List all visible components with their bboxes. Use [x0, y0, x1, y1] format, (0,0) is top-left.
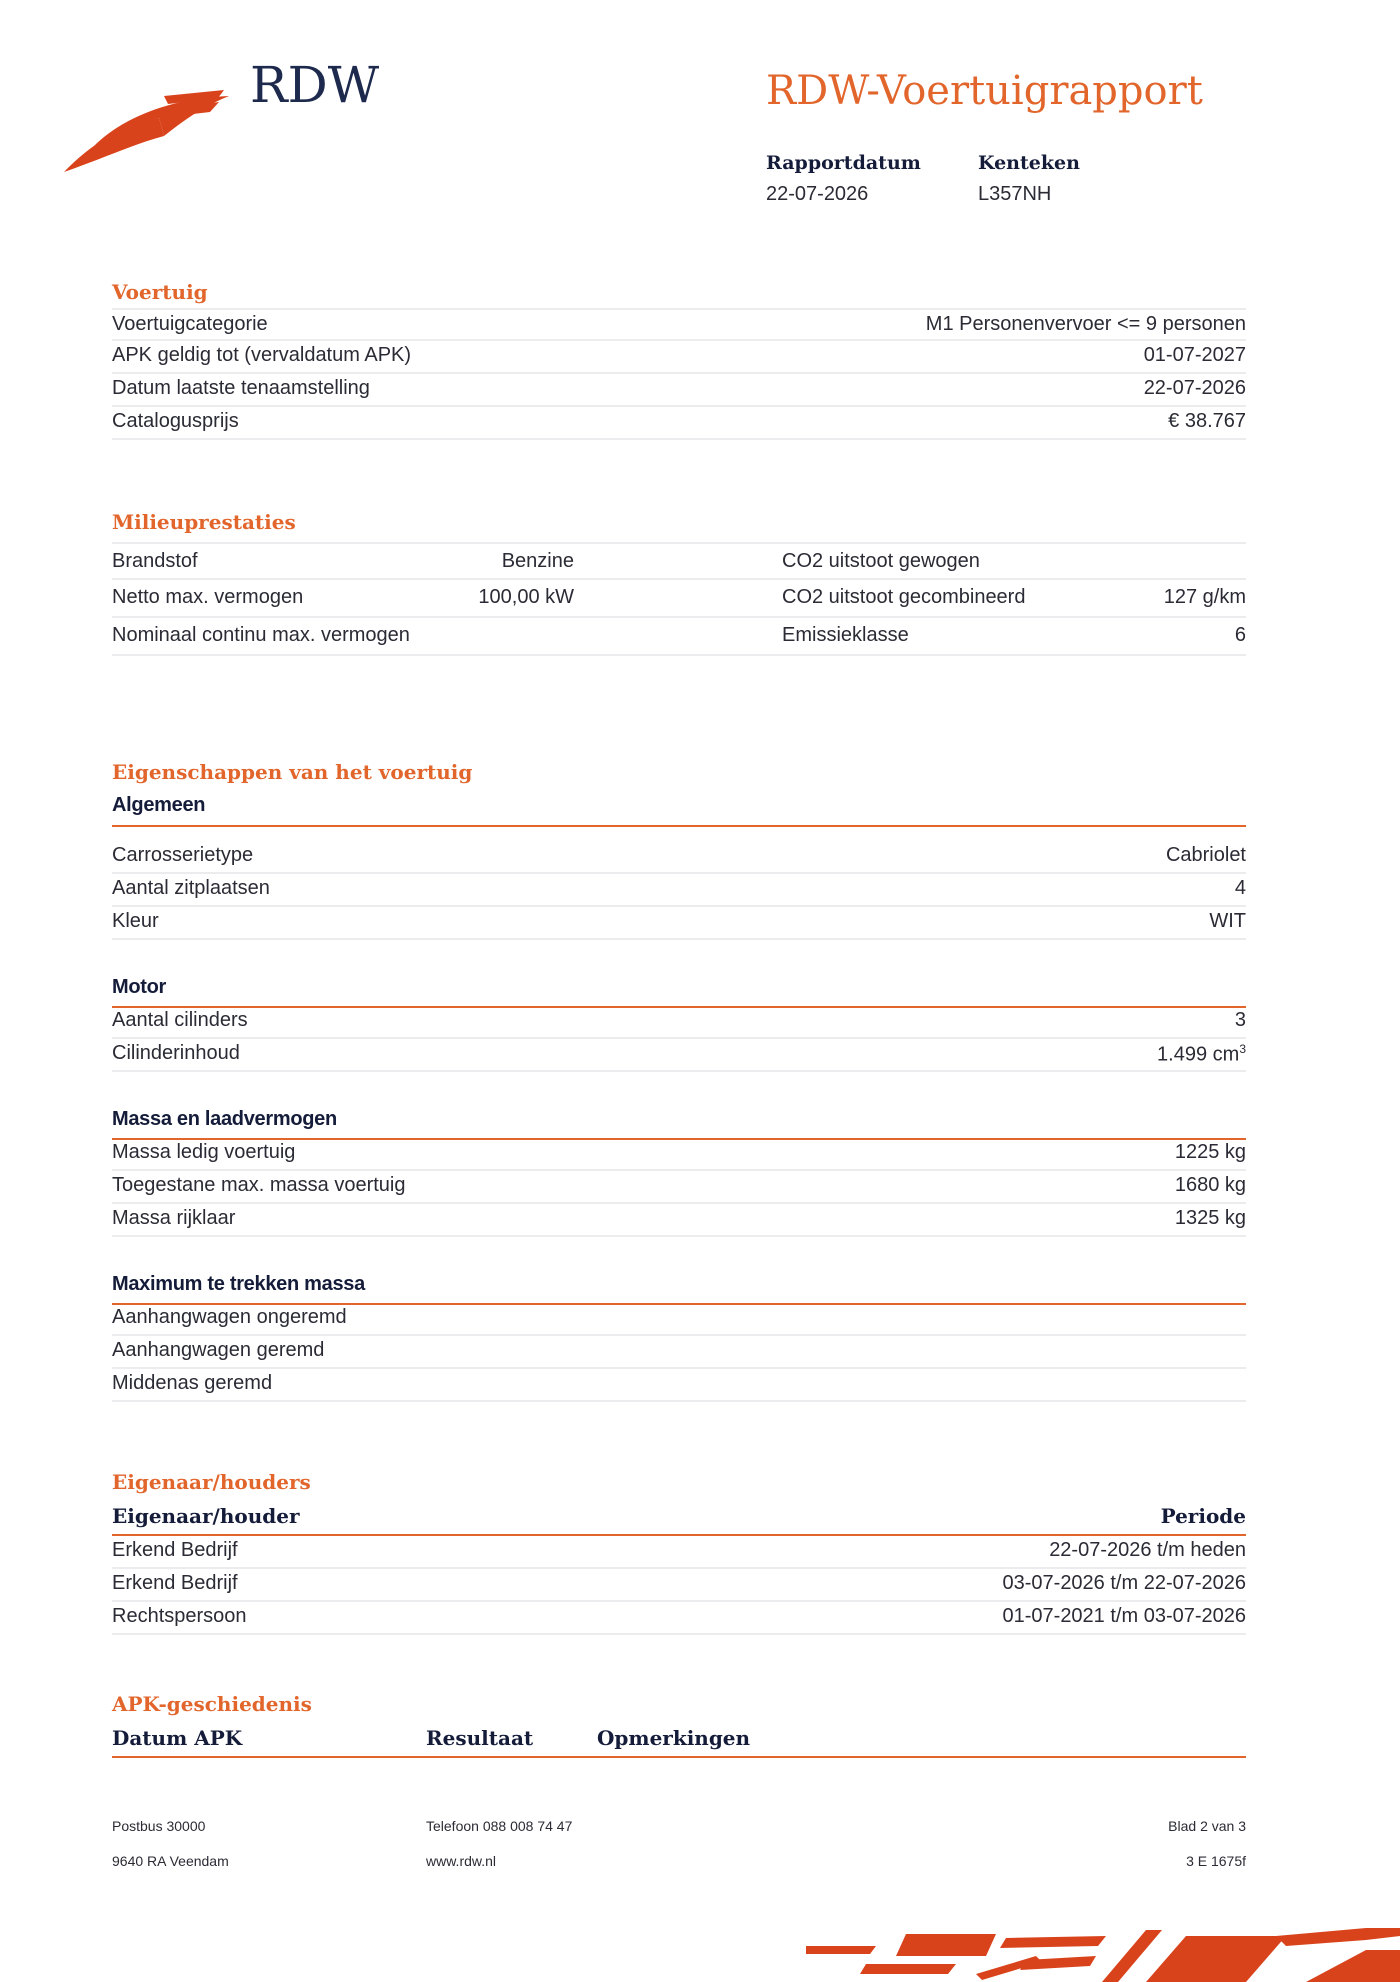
row-label: Brandstof — [112, 550, 198, 572]
row-value: 6 — [1234, 624, 1246, 646]
row-value: M1 Personenvervoer <= 9 personen — [925, 313, 1246, 335]
row-value: Cabriolet — [1165, 844, 1246, 866]
row-label: Middenas geremd — [112, 1372, 273, 1394]
column-header-resultaat: Resultaat — [426, 1726, 534, 1750]
row-label: Datum laatste tenaamstelling — [112, 377, 370, 399]
section-title-eigenschappen: Eigenschappen van het voertuig — [112, 760, 473, 784]
decorative-stripes-icon — [806, 1926, 1400, 1982]
table-row — [112, 874, 1246, 907]
row-value: Benzine — [501, 550, 574, 572]
rapportdatum-label: Rapportdatum — [766, 152, 921, 174]
column-header-houder: Eigenaar/houder — [112, 1504, 300, 1528]
table-row — [112, 1569, 1246, 1602]
table-row — [112, 1602, 1246, 1635]
rdw-logo-text: RDW — [250, 56, 380, 114]
divider — [112, 825, 1246, 827]
section-title-voertuig: Voertuig — [112, 280, 208, 304]
row-label: Catalogusprijs — [112, 410, 239, 432]
subsection-title-massa: Massa en laadvermogen — [112, 1108, 337, 1130]
table-row — [112, 308, 1246, 341]
row-value: WIT — [1209, 910, 1246, 932]
table-row — [112, 407, 1246, 440]
table-row — [112, 1039, 1246, 1072]
unit-superscript: 3 — [1239, 1042, 1246, 1056]
row-label: Voertuigcategorie — [112, 313, 268, 335]
kenteken-label: Kenteken — [978, 152, 1080, 174]
row-value: 03-07-2026 t/m 22-07-2026 — [1002, 1572, 1246, 1594]
section-title-apk: APK-geschiedenis — [112, 1692, 312, 1716]
row-label: Aantal cilinders — [112, 1009, 248, 1031]
table-row — [112, 1336, 1246, 1369]
row-value: 3 — [1234, 1009, 1246, 1031]
report-title: RDW-Voertuigrapport — [766, 68, 1203, 114]
table-row — [112, 1536, 1246, 1569]
row-label: Erkend Bedrijf — [112, 1539, 238, 1561]
row-value: 22-07-2026 — [1143, 377, 1246, 399]
row-label: Carrosserietype — [112, 844, 254, 866]
divider — [112, 1756, 1246, 1758]
row-label: Nominaal continu max. vermogen — [112, 624, 410, 646]
row-value: 1.499 cm — [1157, 1043, 1240, 1066]
row-label: Aanhangwagen ongeremd — [112, 1306, 347, 1328]
column-header-opmerkingen: Opmerkingen — [597, 1726, 751, 1750]
section-title-eigenaar: Eigenaar/houders — [112, 1470, 311, 1494]
row-value: 22-07-2026 t/m heden — [1049, 1539, 1246, 1561]
footer-page-number: Blad 2 van 3 — [1168, 1818, 1246, 1834]
table-row — [112, 374, 1246, 407]
row-value: 1680 kg — [1174, 1174, 1246, 1196]
column-header-datum-apk: Datum APK — [112, 1726, 243, 1750]
table-row — [112, 907, 1246, 940]
row-value: 1225 kg — [1174, 1141, 1246, 1163]
row-label: Massa ledig voertuig — [112, 1141, 296, 1163]
row-value: 01-07-2021 t/m 03-07-2026 — [1002, 1605, 1246, 1627]
row-value: 4 — [1234, 877, 1246, 899]
row-value: 100,00 kW — [478, 586, 574, 608]
rdw-logo-icon — [64, 86, 234, 178]
row-label: Rechtspersoon — [112, 1605, 247, 1627]
table-row — [112, 1204, 1246, 1237]
subsection-title-motor: Motor — [112, 976, 167, 998]
row-label: CO2 uitstoot gecombineerd — [782, 586, 1026, 608]
table-row — [112, 618, 1246, 656]
section-title-milieuprestaties: Milieuprestaties — [112, 510, 296, 534]
row-label: Massa rijklaar — [112, 1207, 236, 1229]
row-value: € 38.767 — [1168, 410, 1246, 432]
footer-document-code: 3 E 1675f — [1186, 1853, 1246, 1869]
kenteken-value: L357NH — [978, 183, 1052, 205]
footer-telefoon: Telefoon 088 008 74 47 — [426, 1818, 573, 1834]
table-row — [112, 1138, 1246, 1171]
footer-postbus: Postbus 30000 — [112, 1818, 206, 1834]
table-row — [112, 341, 1246, 374]
row-label: Emissieklasse — [782, 624, 909, 646]
row-label: CO2 uitstoot gewogen — [782, 550, 980, 572]
footer-plaats: 9640 RA Veendam — [112, 1853, 229, 1869]
row-label: Toegestane max. massa voertuig — [112, 1174, 406, 1196]
row-value: 1325 kg — [1174, 1207, 1246, 1229]
table-row — [112, 1171, 1246, 1204]
table-row — [112, 580, 1246, 618]
row-label: Aanhangwagen geremd — [112, 1339, 325, 1361]
subsection-title-algemeen: Algemeen — [112, 794, 206, 816]
row-label: Erkend Bedrijf — [112, 1572, 238, 1594]
row-label: Aantal zitplaatsen — [112, 877, 270, 899]
row-label: Kleur — [112, 910, 159, 932]
row-label: Netto max. vermogen — [112, 586, 304, 608]
row-label: APK geldig tot (vervaldatum APK) — [112, 344, 412, 366]
rapportdatum-value: 22-07-2026 — [766, 183, 869, 205]
row-label: Cilinderinhoud — [112, 1042, 240, 1064]
table-row — [112, 841, 1246, 874]
row-value: 127 g/km — [1163, 586, 1246, 608]
table-row — [112, 1369, 1246, 1402]
table-row — [112, 542, 1246, 580]
subsection-title-trekken: Maximum te trekken massa — [112, 1273, 365, 1295]
table-row — [112, 1303, 1246, 1336]
table-row — [112, 1006, 1246, 1039]
footer-website[interactable]: www.rdw.nl — [426, 1853, 497, 1869]
row-value: 01-07-2027 — [1143, 344, 1246, 366]
column-header-periode: Periode — [1160, 1504, 1246, 1528]
